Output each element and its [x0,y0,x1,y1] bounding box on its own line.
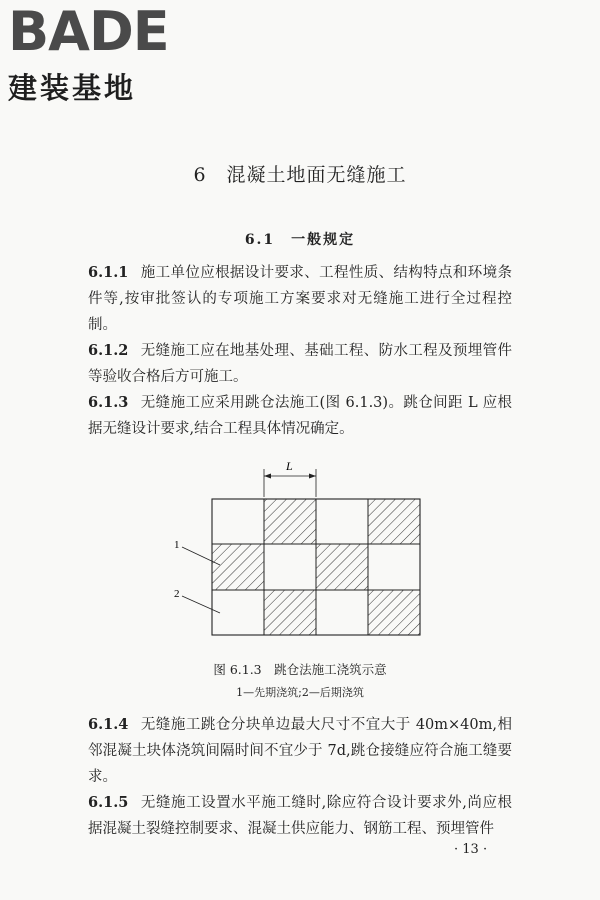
clause-number: 6.1.3 [88,394,129,411]
early-pour-cell [264,499,316,544]
skip-bay-figure [160,457,450,657]
chapter-title: 6 混凝土地面无缝施工 [193,164,407,186]
publisher-logo [8,0,178,107]
early-pour-cell [316,544,368,590]
clause-number: 6.1.2 [88,342,129,359]
callout-label-2: 2 [174,588,180,600]
early-pour-cell [368,499,420,544]
section-title: 6.1 一般规定 [244,232,356,248]
figure-caption: 图 6.1.3 跳仓法施工浇筑示意 [213,662,387,677]
dimension-arrow-left [264,474,271,479]
logo-subtitle: 建装基地 [8,71,137,105]
logo-wordmark: BADE [8,0,169,63]
early-pour-cell [368,590,420,635]
figure-legend: 1—先期浇筑;2—后期浇筑 [236,686,364,699]
clause-number: 6.1.4 [88,716,129,733]
clause-6-1-4 [88,712,512,790]
clause-text: 施工单位应根据设计要求、工程性质、结构特点和环境条件等,按审批签认的专项施工方案要求对无缝施工进行全过程控制。 [88,265,512,333]
clause-number: 6.1.1 [88,264,129,281]
clause-6-1-1 [88,260,512,338]
clause-6-1-3 [88,390,512,442]
clause-6-1-2 [88,338,512,390]
clause-text: 无缝施工跳仓分块单边最大尺寸不宜大于 40m×40m,相邻混凝土块体浇筑间隔时间不宜少于 7d,跳仓接缝应符合施工缝要求。 [88,717,512,785]
clause-6-1-5 [88,790,512,842]
early-pour-cell [264,590,316,635]
clause-text: 无缝施工应在地基处理、基础工程、防水工程及预埋管件等验收合格后方可施工。 [88,343,512,385]
callout-leader-2 [182,596,220,613]
callout-label-1: 1 [174,539,180,551]
early-pour-cell [212,544,264,590]
clause-text: 无缝施工应采用跳仓法施工(图 6.1.3)。跳仓间距 L 应根据无缝设计要求,结合工程具体情况确定。 [88,395,512,437]
dimension-label: L [286,459,293,473]
clause-text: 无缝施工设置水平施工缝时,除应符合设计要求外,尚应根据混凝土裂缝控制要求、混凝土供应能力、钢筋工程、预埋管件 [88,795,512,837]
page-number: · 13 · [454,842,488,857]
clause-number: 6.1.5 [88,794,129,811]
dimension-arrow-right [309,474,316,479]
